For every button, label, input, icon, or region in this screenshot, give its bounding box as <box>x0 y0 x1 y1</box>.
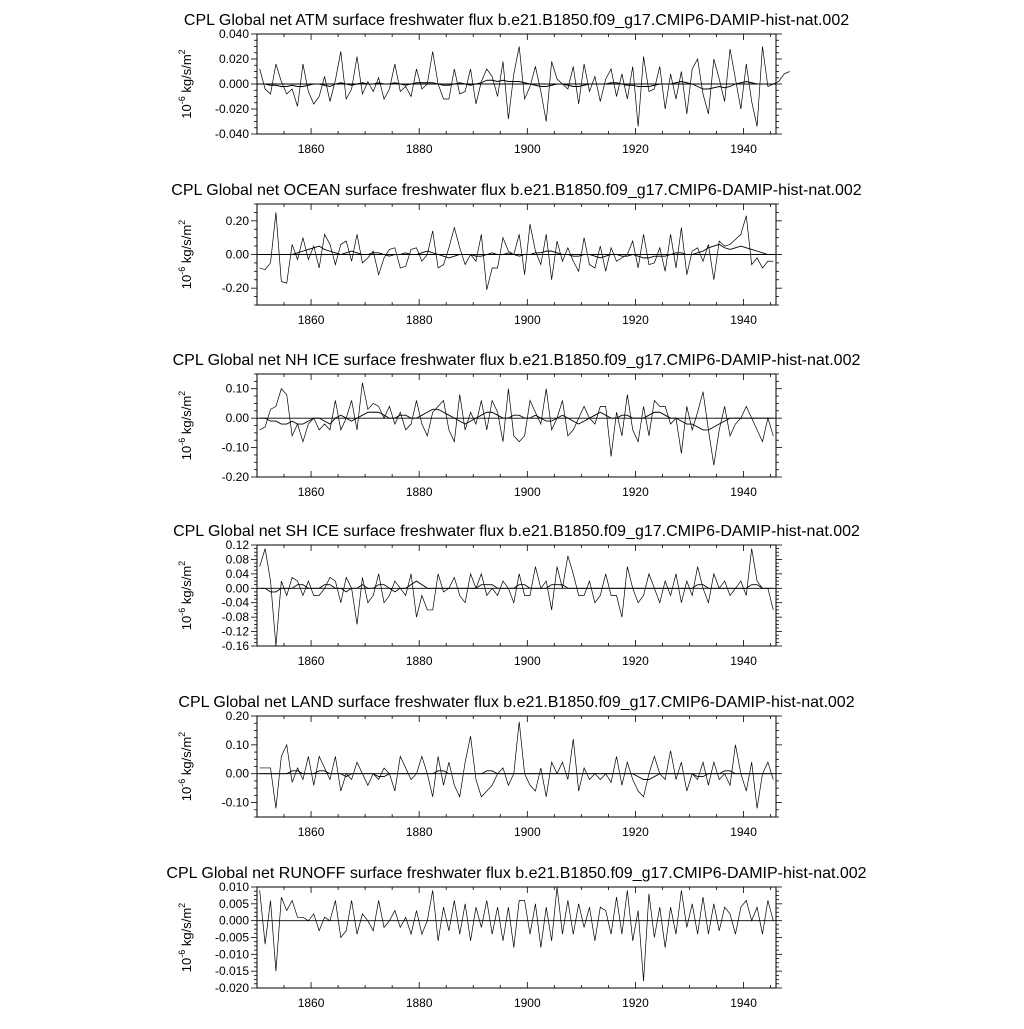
y-axis-label-unit: kg/s/m <box>179 224 194 267</box>
x-tick-label: 1900 <box>513 654 541 668</box>
x-tick-label: 1920 <box>622 996 649 1010</box>
x-tick-label: 1940 <box>730 654 757 668</box>
y-axis-label-exponent: -6 <box>177 949 187 958</box>
plot-frame <box>257 716 776 817</box>
y-axis-label-unit: kg/s/m <box>179 907 194 950</box>
y-axis-label-exponent: -6 <box>177 437 187 446</box>
y-tick-label: 0.20 <box>225 709 249 723</box>
y-tick-label: 0.00 <box>225 581 249 596</box>
x-tick-label: 1920 <box>622 313 649 327</box>
y-tick-label: -0.10 <box>221 440 249 455</box>
y-axis-label-unit-exponent: 2 <box>177 49 187 55</box>
y-axis-label-base: 10 <box>179 957 194 973</box>
y-axis-label-unit: kg/s/m <box>179 395 194 438</box>
panel-6 <box>166 865 866 1010</box>
x-tick-label: 1860 <box>297 996 325 1010</box>
y-tick-label: -0.20 <box>221 470 249 484</box>
y-tick-label: 0.10 <box>225 381 249 396</box>
x-tick-label: 1880 <box>405 313 433 327</box>
panel-5 <box>177 694 855 839</box>
x-tick-label: 1940 <box>730 996 757 1010</box>
x-tick-label: 1860 <box>297 313 325 327</box>
series-annual-line <box>260 722 774 809</box>
x-tick-label: 1900 <box>513 825 541 839</box>
x-tick-label: 1860 <box>297 825 325 839</box>
series-annual-line <box>260 887 774 981</box>
y-tick-label: 0.12 <box>225 538 249 552</box>
y-tick-label: 0.040 <box>218 27 249 41</box>
panel-title: CPL Global net SH ICE surface freshwater flux b.e21.B1850.f09_g17.CMIP6-DAMIP-hist-nat.002 <box>173 523 860 540</box>
x-tick-label: 1880 <box>405 485 433 499</box>
panel-3 <box>173 352 861 499</box>
x-tick-label: 1920 <box>622 825 649 839</box>
y-axis-label-unit: kg/s/m <box>179 54 194 97</box>
series-annual-line <box>260 47 790 127</box>
panel-2 <box>171 182 862 327</box>
y-tick-label: -0.12 <box>221 624 249 639</box>
x-tick-label: 1940 <box>730 142 757 156</box>
y-axis-label-base: 10 <box>179 274 194 290</box>
y-axis-label-unit: kg/s/m <box>179 736 194 779</box>
y-axis-label-base: 10 <box>179 445 194 461</box>
x-tick-label: 1880 <box>405 825 433 839</box>
y-axis-label-exponent: -6 <box>177 96 187 105</box>
x-tick-label: 1920 <box>622 142 649 156</box>
y-tick-label: -0.010 <box>214 947 249 962</box>
y-axis-label <box>177 220 194 289</box>
series-smoothed-line <box>260 244 774 257</box>
x-tick-label: 1920 <box>622 485 649 499</box>
y-axis-label-base: 10 <box>179 104 194 119</box>
y-tick-label: -0.20 <box>221 281 249 296</box>
y-tick-label: 0.20 <box>225 213 249 228</box>
x-tick-label: 1900 <box>513 996 541 1010</box>
y-tick-label: 0.010 <box>218 880 249 894</box>
series-annual-line <box>260 212 774 289</box>
y-axis-label <box>177 49 194 118</box>
plot-frame <box>257 374 776 477</box>
y-tick-label: 0.005 <box>218 896 249 911</box>
y-tick-label: 0.00 <box>225 766 249 781</box>
y-tick-label: -0.005 <box>214 930 249 945</box>
y-tick-label: 0.00 <box>225 411 249 426</box>
panel-1 <box>177 12 849 156</box>
y-tick-label: -0.015 <box>214 964 249 979</box>
y-axis-label <box>177 391 194 460</box>
x-tick-label: 1900 <box>513 142 541 156</box>
y-tick-label: 0.08 <box>225 552 249 567</box>
y-tick-label: 0.10 <box>225 737 249 752</box>
x-tick-label: 1860 <box>297 654 325 668</box>
x-tick-label: 1920 <box>622 654 649 668</box>
y-axis-label-exponent: -6 <box>177 778 187 787</box>
y-axis-label-exponent: -6 <box>177 266 187 275</box>
series-smoothed-line <box>260 409 774 430</box>
x-tick-label: 1900 <box>513 313 541 327</box>
panel-4 <box>173 523 860 668</box>
y-axis-label <box>177 561 194 630</box>
panel-title: CPL Global net ATM surface freshwater flux b.e21.B1850.f09_g17.CMIP6-DAMIP-hist-nat.002 <box>183 12 850 29</box>
x-tick-label: 1880 <box>405 996 433 1010</box>
series-annual-line <box>260 549 774 646</box>
y-tick-label: 0.00 <box>225 247 249 262</box>
x-tick-label: 1940 <box>730 485 757 499</box>
y-axis-label-unit: kg/s/m <box>179 565 194 608</box>
panel-title: CPL Global net LAND surface freshwater flux b.e21.B1850.f09_g17.CMIP6-DAMIP-hist-nat.002 <box>178 694 855 711</box>
x-tick-label: 1940 <box>730 825 757 839</box>
x-tick-label: 1940 <box>730 313 757 327</box>
y-tick-label: -0.04 <box>221 595 249 610</box>
y-tick-label: -0.020 <box>214 102 249 116</box>
y-axis-label <box>177 732 194 801</box>
y-axis-label-unit-exponent: 2 <box>177 219 187 225</box>
plot-frame <box>257 545 776 646</box>
x-tick-label: 1880 <box>405 654 433 668</box>
series-annual-line <box>260 383 774 465</box>
x-tick-label: 1860 <box>297 485 325 499</box>
y-axis-label-exponent: -6 <box>177 607 187 616</box>
y-axis-label-unit-exponent: 2 <box>177 390 187 396</box>
y-tick-label: 0.020 <box>218 52 249 66</box>
x-tick-label: 1900 <box>513 485 541 499</box>
y-axis-label-base: 10 <box>179 615 194 631</box>
panel-title: CPL Global net NH ICE surface freshwater flux b.e21.B1850.f09_g17.CMIP6-DAMIP-hist-nat.002 <box>172 352 861 369</box>
y-tick-label: -0.020 <box>214 981 249 995</box>
y-tick-label: -0.040 <box>214 127 249 141</box>
y-tick-label: -0.16 <box>221 639 249 653</box>
y-axis-label <box>177 903 194 972</box>
y-axis-label-base: 10 <box>179 786 194 802</box>
y-tick-label: -0.10 <box>221 795 249 810</box>
x-tick-label: 1860 <box>297 142 325 156</box>
y-tick-label: -0.08 <box>221 610 249 625</box>
y-tick-label: 0.000 <box>218 77 249 91</box>
y-axis-label-unit-exponent: 2 <box>177 731 187 737</box>
y-tick-label: 0.000 <box>218 913 249 928</box>
panel-title: CPL Global net OCEAN surface freshwater flux b.e21.B1850.f09_g17.CMIP6-DAMIP-hist-nat.002 <box>171 182 862 199</box>
y-axis-label-unit-exponent: 2 <box>177 560 187 566</box>
x-tick-label: 1880 <box>405 142 433 156</box>
y-tick-label: 0.04 <box>225 566 249 581</box>
series-smoothed-line <box>260 80 774 89</box>
panel-title: CPL Global net RUNOFF surface freshwater flux b.e21.B1850.f09_g17.CMIP6-DAMIP-hist-nat.002 <box>166 865 867 882</box>
y-axis-label-unit-exponent: 2 <box>177 902 187 908</box>
